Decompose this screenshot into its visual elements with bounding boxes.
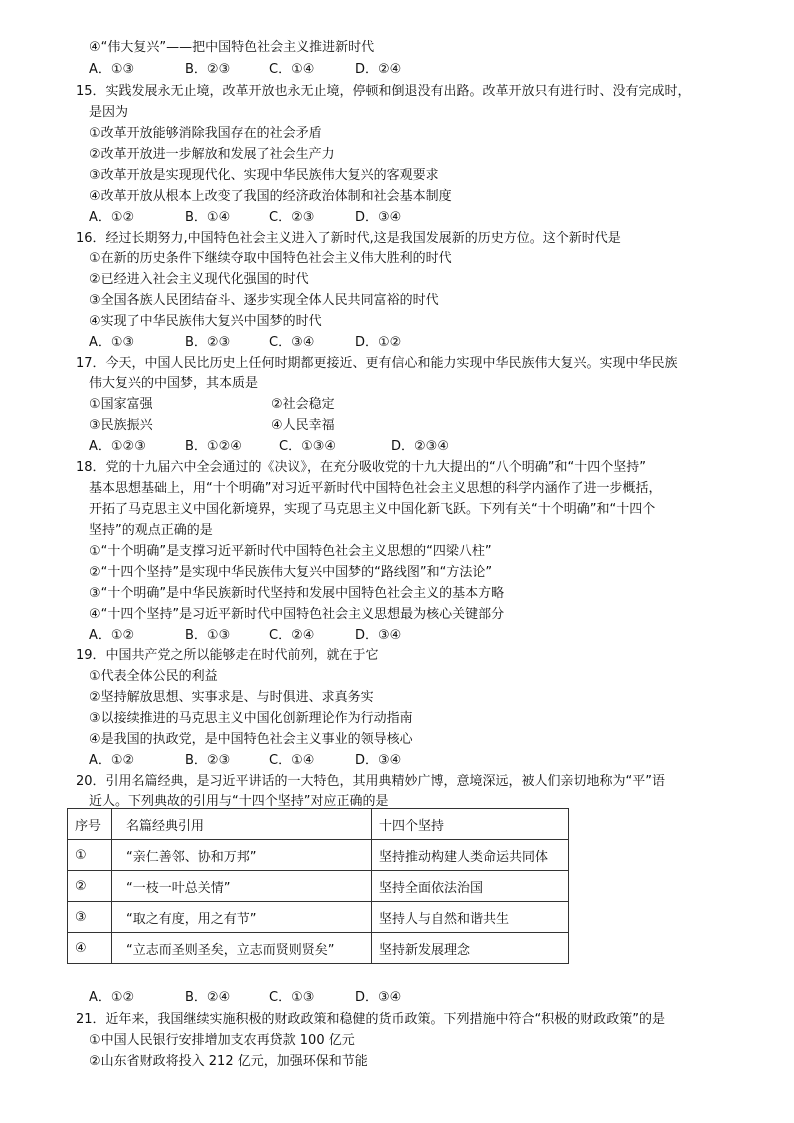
q17-stem-line1: 17．今天，中国人民比历史上任何时期都更接近、更有信心和能力实现中华民族伟大复兴。实现中华民族	[76, 356, 678, 371]
q17-items-row2	[89, 416, 453, 436]
q17-item-3: ③民族振兴	[89, 418, 153, 433]
q16-options	[89, 333, 435, 353]
q16-item-4: ④实现了中华民族伟大复兴中国梦的时代	[89, 314, 322, 329]
q19-options	[89, 751, 435, 771]
q18-item-1: ①“十个明确”是支撑习近平新时代中国特色社会主义思想的“四梁八柱”	[89, 544, 492, 559]
option-d: D．①②	[355, 335, 402, 350]
option-c: C．①④	[269, 753, 315, 768]
table-cell: 坚持推动构建人类命运共同体	[372, 840, 569, 871]
table-header-row	[68, 809, 569, 840]
option-a: A．①③	[89, 62, 135, 77]
table-cell: ④	[68, 933, 112, 964]
option-a: A．①②	[89, 210, 135, 225]
option-a: A．①②③	[89, 439, 146, 454]
table-cell: ②	[68, 871, 112, 902]
table-cell: “立志而圣则圣矣，立志而贤则贤矣”	[112, 933, 372, 964]
option-b: B．①②④	[185, 439, 242, 454]
option-c: C．①③④	[279, 439, 337, 454]
q18-stem-line2: 基本思想基础上，用“十个明确”对习近平新时代中国特色社会主义思想的科学内涵作了进一步概括，	[89, 481, 662, 496]
option-d: D．③④	[355, 210, 402, 225]
q17-options	[89, 437, 471, 457]
option-c: C．①③	[269, 990, 315, 1005]
q15-item-3: ③改革开放是实现现代化、实现中华民族伟大复兴的客观要求	[89, 168, 439, 183]
q20-stem-line1: 20．引用名篇经典，是习近平讲话的一大特色，其用典精妙广博，意境深远，被人们亲切地称为“平”语	[76, 774, 666, 789]
option-b: B．①③	[185, 628, 231, 643]
q19-item-4: ④是我国的执政党，是中国特色社会主义事业的领导核心	[89, 732, 413, 747]
table-cell: 坚持新发展理念	[372, 933, 569, 964]
q16-item-1: ①在新的历史条件下继续夺取中国特色社会主义伟大胜利的时代	[89, 251, 452, 266]
option-a: A．①②	[89, 990, 135, 1005]
table-cell: “取之有度，用之有节”	[112, 902, 372, 933]
q21-item-1: ①中国人民银行安排增加支农再贷款 100 亿元	[89, 1033, 355, 1048]
header-cell: 名篇经典引用	[112, 809, 372, 840]
q17-stem-line2: 伟大复兴的中国梦，其本质是	[89, 376, 259, 391]
q20-options	[89, 988, 435, 1008]
option-a: A．①②	[89, 753, 135, 768]
option-a: A．①③	[89, 335, 135, 350]
q17-item-4: ④人民幸福	[271, 418, 335, 433]
q18-options	[89, 626, 435, 646]
q17-items-row1	[89, 395, 453, 415]
option-c: C．②③	[269, 210, 315, 225]
table-cell: “一枝一叶总关情”	[112, 871, 372, 902]
q18-stem-line1: 18．党的十九届六中全会通过的《决议》，在充分吸收党的十九大提出的“八个明确”和“十四个坚持”	[76, 460, 646, 475]
q18-item-2: ②“十四个坚持”是实现中华民族伟大复兴中国梦的“路线图”和“方法论”	[89, 565, 493, 580]
table-row	[68, 840, 569, 871]
q15-item-2: ②改革开放进一步解放和发展了社会生产力	[89, 147, 335, 162]
q15-item-1: ①改革开放能够消除我国存在的社会矛盾	[89, 126, 322, 141]
q18-item-4: ④“十四个坚持”是习近平新时代中国特色社会主义思想最为核心关键部分	[89, 607, 505, 622]
option-d: D．③④	[355, 753, 402, 768]
q15-stem-line1: 15．实践发展永无止境，改革开放也永无止境，停顿和倒退没有出路。改革开放只有进行时、没有完成时，	[76, 84, 691, 99]
q21-stem-line1: 21．近年来，我国继续实施积极的财政政策和稳健的货币政策。下列措施中符合“积极的财政政策”的是	[76, 1012, 666, 1027]
q17-item-1: ①国家富强	[89, 397, 153, 412]
q16-item-2: ②已经进入社会主义现代化强国的时代	[89, 272, 309, 287]
option-c: C．②④	[269, 628, 315, 643]
q14-item-4: ④“伟大复兴”——把中国特色社会主义推进新时代	[89, 40, 375, 55]
q15-stem-line2: 是因为	[89, 105, 129, 120]
table-cell: “亲仁善邻、协和万邦”	[112, 840, 372, 871]
q19-item-1: ①代表全体公民的利益	[89, 669, 218, 684]
q17-item-2: ②社会稳定	[271, 397, 335, 412]
option-b: B．②③	[185, 753, 231, 768]
q16-item-3: ③全国各族人民团结奋斗、逐步实现全体人民共同富裕的时代	[89, 293, 439, 308]
q15-item-4: ④改革开放从根本上改变了我国的经济政治体制和社会基本制度	[89, 189, 452, 204]
option-b: B．②③	[185, 62, 231, 77]
q18-stem-line4: 坚持”的观点正确的是	[89, 523, 213, 538]
q15-options	[89, 208, 435, 228]
table-row	[68, 902, 569, 933]
table-cell: 坚持全面依法治国	[372, 871, 569, 902]
q19-item-2: ②坚持解放思想、实事求是、与时俱进、求真务实	[89, 690, 374, 705]
q14-options	[89, 60, 435, 80]
option-c: C．③④	[269, 335, 315, 350]
table-cell: ①	[68, 840, 112, 871]
header-cell: 序号	[68, 809, 112, 840]
q20-table	[67, 808, 569, 964]
option-d: D．②④	[355, 62, 402, 77]
option-b: B．②③	[185, 335, 231, 350]
option-a: A．①②	[89, 628, 135, 643]
q18-stem-line3: 开拓了马克思主义中国化新境界，实现了马克思主义中国化新飞跃。下列有关“十个明确”和“十四个	[89, 502, 656, 517]
q18-item-3: ③“十个明确”是中华民族新时代坚持和发展中国特色社会主义的基本方略	[89, 586, 505, 601]
table-cell: 坚持人与自然和谐共生	[372, 902, 569, 933]
q16-stem-line1: 16．经过长期努力,中国特色社会主义进入了新时代,这是我国发展新的历史方位。这个新时代是	[76, 231, 621, 246]
table-row	[68, 871, 569, 902]
option-b: B．②④	[185, 990, 231, 1005]
option-d: D．③④	[355, 990, 402, 1005]
option-d: D．②③④	[391, 439, 449, 454]
table-row	[68, 933, 569, 964]
q21-item-2: ②山东省财政将投入 212 亿元，加强环保和节能	[89, 1054, 368, 1069]
option-d: D．③④	[355, 628, 402, 643]
q19-stem-line1: 19．中国共产党之所以能够走在时代前列，就在于它	[76, 648, 379, 663]
header-cell: 十四个坚持	[372, 809, 569, 840]
option-b: B．①④	[185, 210, 231, 225]
table-cell: ③	[68, 902, 112, 933]
q19-item-3: ③以接续推进的马克思主义中国化创新理论作为行动指南	[89, 711, 413, 726]
q20-stem-line2: 近人。下列典故的引用与“十四个坚持”对应正确的是	[89, 794, 389, 809]
option-c: C．①④	[269, 62, 315, 77]
